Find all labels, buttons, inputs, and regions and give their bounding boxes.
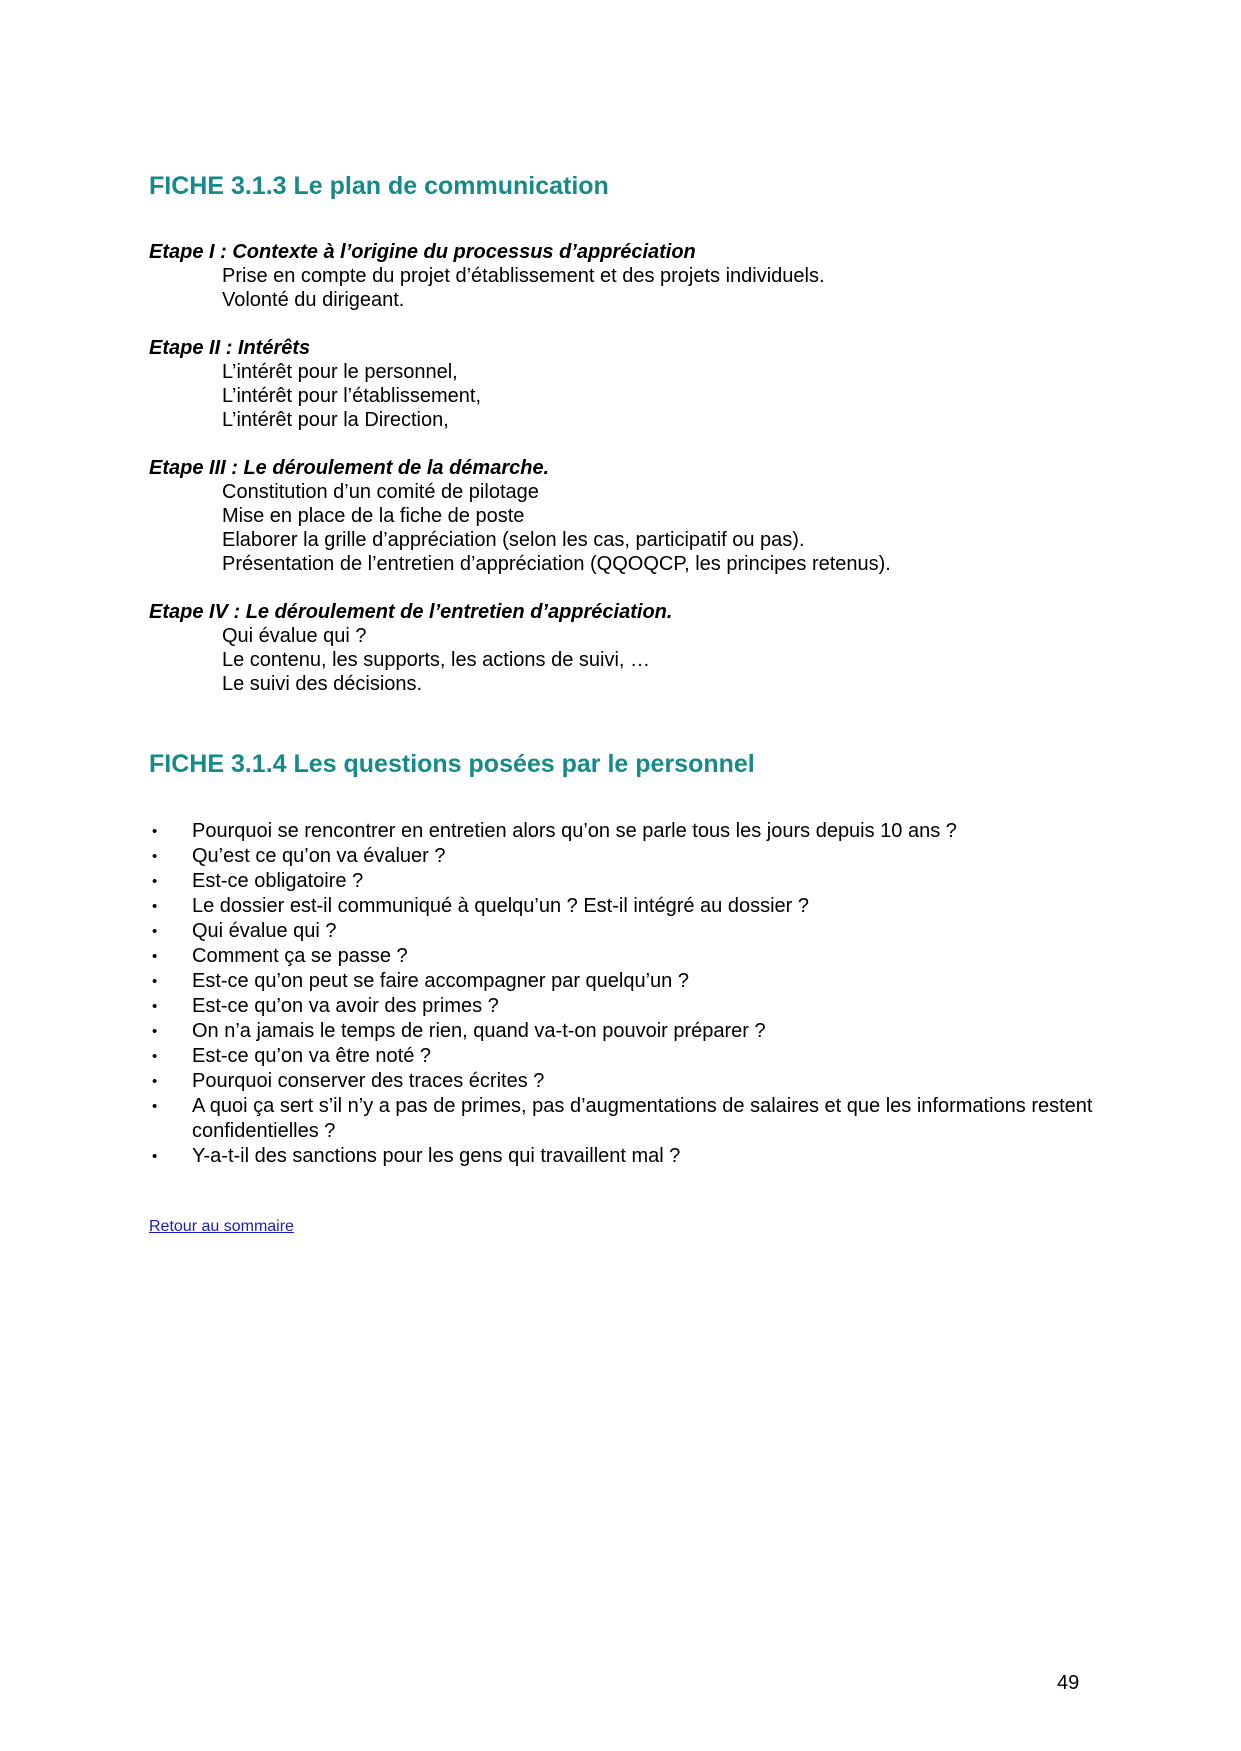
bullet-icon: • [152, 848, 158, 865]
question-text: Qu’est ce qu’on va évaluer ? [192, 845, 446, 867]
question-text: On n’a jamais le temps de rien, quand va-t-on pouvoir préparer ? [192, 1020, 766, 1042]
bullet-icon: • [152, 1098, 158, 1115]
etape-line: Elaborer la grille d’appréciation (selon les cas, participatif ou pas). [222, 529, 805, 551]
question-text: Le dossier est-il communiqué à quelqu’un ? Est-il intégré au dossier ? [192, 895, 810, 917]
question-text: Pourquoi se rencontrer en entretien alors qu’on se parle tous les jours depuis 10 ans ? [192, 820, 957, 842]
etape-line: L’intérêt pour l’établissement, [222, 385, 482, 407]
question-text: Qui évalue qui ? [192, 920, 337, 942]
question-item [149, 969, 1129, 994]
etape-line: Constitution d’un comité de pilotage [222, 481, 539, 503]
etape-line: Le contenu, les supports, les actions de suivi, … [222, 649, 651, 671]
etape-lines [149, 360, 1149, 432]
question-text: Est-ce qu’on va être noté ? [192, 1045, 432, 1067]
etape-line: L’intérêt pour le personnel, [222, 361, 458, 383]
question-text: Est-ce qu’on va avoir des primes ? [192, 995, 499, 1017]
bullet-icon: • [152, 1148, 158, 1165]
etape-title: Etape III : Le déroulement de la démarche. [149, 457, 550, 479]
etape-block [149, 336, 1149, 432]
etape-line: Mise en place de la fiche de poste [222, 505, 525, 527]
question-text: Comment ça se passe ? [192, 945, 408, 967]
question-item [149, 894, 1129, 919]
question-text: Y-a-t-il des sanctions pour les gens qui travaillent mal ? [192, 1145, 681, 1167]
question-item [149, 919, 1129, 944]
question-item [149, 844, 1129, 869]
question-text: Est-ce qu’on peut se faire accompagner par quelqu’un ? [192, 970, 689, 992]
bullet-icon: • [152, 1073, 158, 1090]
etape-title: Etape IV : Le déroulement de l’entretien d’appréciation. [149, 601, 673, 623]
fiche-3-1-3-title: FICHE 3.1.3 Le plan de communication [149, 172, 609, 200]
etape-line: Volonté du dirigeant. [222, 289, 405, 311]
etapes-section [149, 240, 1149, 720]
bullet-icon: • [152, 823, 158, 840]
etape-line: Prise en compte du projet d’établissement et des projets individuels. [222, 265, 825, 287]
etape-title: Etape I : Contexte à l’origine du processus d’appréciation [149, 241, 696, 263]
return-to-summary-link[interactable]: Retour au sommaire [149, 1218, 294, 1235]
bullet-icon: • [152, 923, 158, 940]
question-item [149, 944, 1129, 969]
questions-list [149, 819, 1129, 1169]
question-item [149, 1019, 1129, 1044]
etape-line: Présentation de l’entretien d’appréciation (QQOQCP, les principes retenus). [222, 553, 891, 575]
bullet-icon: • [152, 998, 158, 1015]
bullet-icon: • [152, 1023, 158, 1040]
page-number: 49 [1057, 1672, 1080, 1694]
etape-line: Le suivi des décisions. [222, 673, 423, 695]
etape-lines [149, 624, 1149, 696]
bullet-icon: • [152, 948, 158, 965]
bullet-icon: • [152, 973, 158, 990]
etape-line: Qui évalue qui ? [222, 625, 367, 647]
bullet-icon: • [152, 1048, 158, 1065]
question-item [149, 1069, 1129, 1094]
question-item [149, 994, 1129, 1019]
etape-block [149, 240, 1149, 312]
question-item [149, 819, 1129, 844]
bullet-icon: • [152, 898, 158, 915]
question-item [149, 1044, 1129, 1069]
etape-block [149, 600, 1149, 696]
question-text: Pourquoi conserver des traces écrites ? [192, 1070, 545, 1092]
etape-block [149, 456, 1149, 576]
etape-title: Etape II : Intérêts [149, 337, 311, 359]
etape-lines [149, 480, 1149, 576]
question-text: A quoi ça sert s’il n’y a pas de primes, pas d’augmentations de salaires et que les informations restent confidentielles ? [192, 1095, 1093, 1142]
question-item [149, 1144, 1129, 1169]
etape-line: L’intérêt pour la Direction, [222, 409, 449, 431]
bullet-icon: • [152, 873, 158, 890]
fiche-3-1-4-title: FICHE 3.1.4 Les questions posées par le personnel [149, 750, 755, 778]
question-text: Est-ce obligatoire ? [192, 870, 364, 892]
etape-lines [149, 264, 1149, 312]
question-item [149, 1094, 1129, 1144]
question-item [149, 869, 1129, 894]
